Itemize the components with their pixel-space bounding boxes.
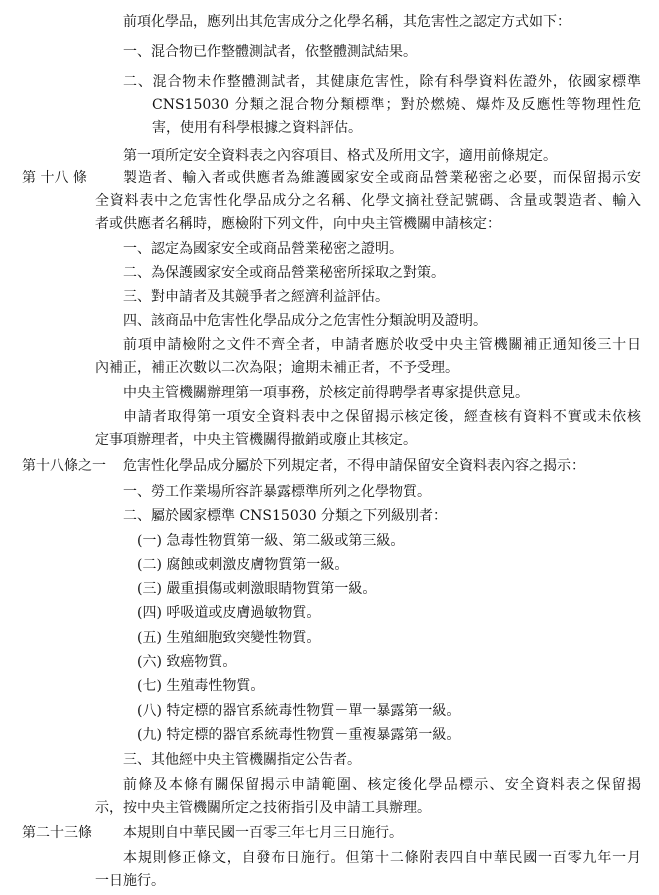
list-item: 四、該商品中危害性化學品成分之危害性分類說明及證明。: [123, 313, 487, 329]
sub-list-item: (二) 腐蝕或刺激皮膚物質第一級。: [137, 557, 349, 573]
list-item: 二、混合物未作整體測試者，其健康危害性，除有科學資料佐證外，依國家標準: [123, 74, 641, 90]
article-label: 第 十八 條: [22, 170, 87, 186]
paragraph-line: 者或供應者名稱時，應檢附下列文件，向中央主管機關申請核定：: [95, 216, 501, 232]
sub-list-item: (三) 嚴重損傷或刺激眼睛物質第一級。: [137, 581, 377, 597]
paragraph-line: 全資料表中之危害性化學品成分之名稱、化學文摘社登記號碼、含量或製造者、輸入: [95, 193, 641, 209]
sub-list-item: (九) 特定標的器官系統毒性物質－重複暴露第一級。: [137, 727, 461, 743]
paragraph-line: 前條及本條有關保留揭示申請範圍、核定後化學品標示、安全資料表之保留揭: [123, 777, 641, 793]
paragraph-line: 示，按中央主管機關所定之技術指引及申請工具辦理。: [95, 800, 431, 816]
paragraph-line: 前項申請檢附之文件不齊全者，申請者應於收受中央主管機關補正通知後三十日: [123, 337, 641, 353]
article-23: 第二十三條 本規則自中華民國一百零三年七月三日施行。: [0, 821, 659, 845]
paragraph-line: 前項化學品，應列出其危害成分之化學名稱，其危害性之認定方式如下：: [123, 14, 571, 30]
article-label: 第十八條之一: [22, 458, 106, 474]
list-item: 二、為保護國家安全或商品營業秘密所採取之對策。: [123, 265, 445, 281]
paragraph-line: 本規則修正條文，自發布日施行。但第十二條附表四自中華民國一百零九年一月: [123, 850, 641, 866]
list-item: 三、對申請者及其競爭者之經濟利益評估。: [123, 289, 389, 305]
article-label: 第二十三條: [22, 825, 92, 841]
list-item: 二、屬於國家標準 CNS15030 分類之下列級別者：: [123, 508, 447, 524]
sub-list-item: (四) 呼吸道或皮膚過敏物質。: [137, 605, 321, 621]
sub-list-item: (八) 特定標的器官系統毒性物質－單一暴露第一級。: [137, 703, 461, 719]
paragraph-line: 中央主管機關辦理第一項事務，於核定前得聘學者專家提供意見。: [123, 385, 529, 401]
list-item: 三、其他經中央主管機關指定公告者。: [123, 752, 361, 768]
article-18-1: 第十八條之一 危害性化學品成分屬於下列規定者，不得申請保留安全資料表內容之揭示：: [0, 454, 659, 478]
paragraph-line: 內補正，補正次數以二次為限；逾期未補正者，不予受理。: [95, 360, 459, 376]
list-item-continuation: 害，使用有科學根據之資料評估。: [152, 120, 362, 136]
sub-list-item: (六) 致癌物質。: [137, 654, 237, 670]
sub-list-item: (五) 生殖細胞致突變性物質。: [137, 630, 321, 646]
paragraph-line: 定事項辦理者，中央主管機關得撤銷或廢止其核定。: [95, 432, 417, 448]
sub-list-item: (七) 生殖毒性物質。: [137, 678, 265, 694]
sub-list-item: (一) 急毒性物質第一級、第二級或第三級。: [137, 533, 405, 549]
paragraph-line: 申請者取得第一項安全資料表中之保留揭示核定後，經查核有資料不實或未依核: [123, 409, 641, 425]
list-item: 一、勞工作業場所容許暴露標準所列之化學物質。: [123, 484, 431, 500]
list-item: 一、認定為國家安全或商品營業秘密之證明。: [123, 241, 403, 257]
article-18: 第 十八 條 製造者、輸入者或供應者為維護國家安全或商品營業秘密之必要，而保留揭示安: [0, 166, 659, 190]
paragraph-line: 第一項所定安全資料表之內容項目、格式及所用文字，適用前條規定。: [123, 148, 557, 164]
paragraph-line: 一日施行。: [95, 873, 165, 889]
list-item: 一、混合物已作整體測試者，依整體測試結果。: [123, 44, 417, 60]
list-item-continuation: CNS15030 分類之混合物分類標準；對於燃燒、爆炸及反應性等物理性危: [152, 97, 641, 113]
